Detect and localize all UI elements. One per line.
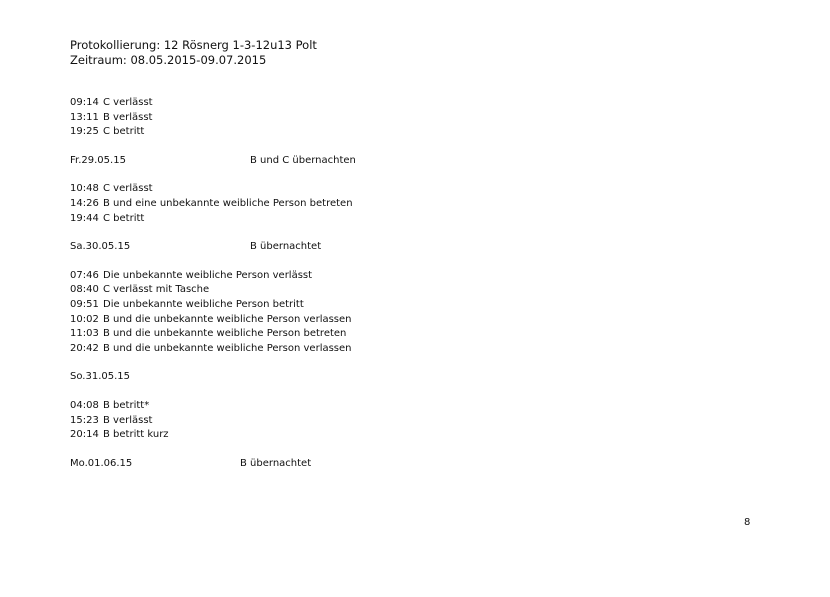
day-note: B übernachtet — [240, 457, 312, 469]
log-entry — [70, 111, 770, 126]
entry-time: 11:03 — [70, 328, 99, 340]
entry-time: 14:26 — [70, 197, 99, 209]
entry-time: 10:48 — [70, 183, 99, 195]
entry-list — [70, 96, 770, 140]
entry-text: B verlässt — [103, 111, 153, 123]
time-period: Zeitraum: 08.05.2015-09.07.2015 — [70, 53, 267, 67]
day-heading — [70, 154, 770, 169]
entry-list — [70, 182, 770, 226]
log-entry — [70, 327, 770, 342]
entry-time: 15:23 — [70, 414, 99, 426]
document-header — [70, 38, 317, 68]
entry-list — [70, 269, 770, 357]
log-entry — [70, 197, 770, 212]
page-number: 8 — [744, 517, 751, 528]
entry-time: 19:44 — [70, 212, 99, 224]
log-entry — [70, 399, 770, 414]
entry-text: B verlässt — [103, 414, 153, 426]
day-heading — [70, 370, 770, 385]
entry-time: 10:02 — [70, 313, 99, 325]
day-date: Sa.30.05.15 — [70, 241, 131, 253]
entry-text: B betritt* — [103, 399, 150, 411]
log-entry — [70, 428, 770, 443]
day-note: B übernachtet — [250, 241, 322, 253]
day-heading — [70, 457, 770, 472]
day-date: Mo.01.06.15 — [70, 457, 133, 469]
entry-time: 20:14 — [70, 429, 99, 441]
log-entry — [70, 283, 770, 298]
day-heading — [70, 240, 770, 255]
entry-text: C verlässt — [103, 97, 153, 108]
log-body — [70, 96, 770, 471]
entry-text: C verlässt mit Tasche — [103, 284, 210, 296]
log-entry — [70, 298, 770, 313]
entry-time: 19:25 — [70, 126, 99, 138]
log-entry — [70, 125, 770, 140]
document-title: Protokollierung: 12 Rösnerg 1-3-12u13 Polt — [70, 38, 317, 52]
entry-text: C betritt — [103, 126, 145, 138]
entry-text: B und die unbekannte weibliche Person verlassen — [103, 313, 352, 325]
entry-time: 09:14 — [70, 97, 99, 108]
log-entry — [70, 212, 770, 227]
entry-time: 20:42 — [70, 342, 99, 354]
entry-text: C betritt — [103, 212, 145, 224]
log-entry — [70, 313, 770, 328]
log-entry — [70, 414, 770, 429]
entry-time: 07:46 — [70, 269, 99, 281]
day-date: Fr.29.05.15 — [70, 154, 126, 166]
entry-text: B und die unbekannte weibliche Person verlassen — [103, 342, 352, 354]
entry-text: B und die unbekannte weibliche Person betreten — [103, 328, 347, 340]
log-entry — [70, 269, 770, 284]
entry-text: C verlässt — [103, 183, 153, 195]
entry-list — [70, 399, 770, 443]
entry-time: 08:40 — [70, 284, 99, 296]
entry-time: 09:51 — [70, 298, 99, 310]
entry-time: 13:11 — [70, 111, 99, 123]
log-entry — [70, 96, 770, 111]
entry-text: B betritt kurz — [103, 429, 169, 441]
day-note: B und C übernachten — [250, 154, 356, 166]
entry-text: Die unbekannte weibliche Person betritt — [103, 298, 304, 310]
entry-text: Die unbekannte weibliche Person verlässt — [103, 269, 313, 281]
entry-text: B und eine unbekannte weibliche Person betreten — [103, 197, 353, 209]
log-entry — [70, 342, 770, 357]
log-entry — [70, 182, 770, 197]
day-date: So.31.05.15 — [70, 371, 130, 383]
entry-time: 04:08 — [70, 399, 99, 411]
